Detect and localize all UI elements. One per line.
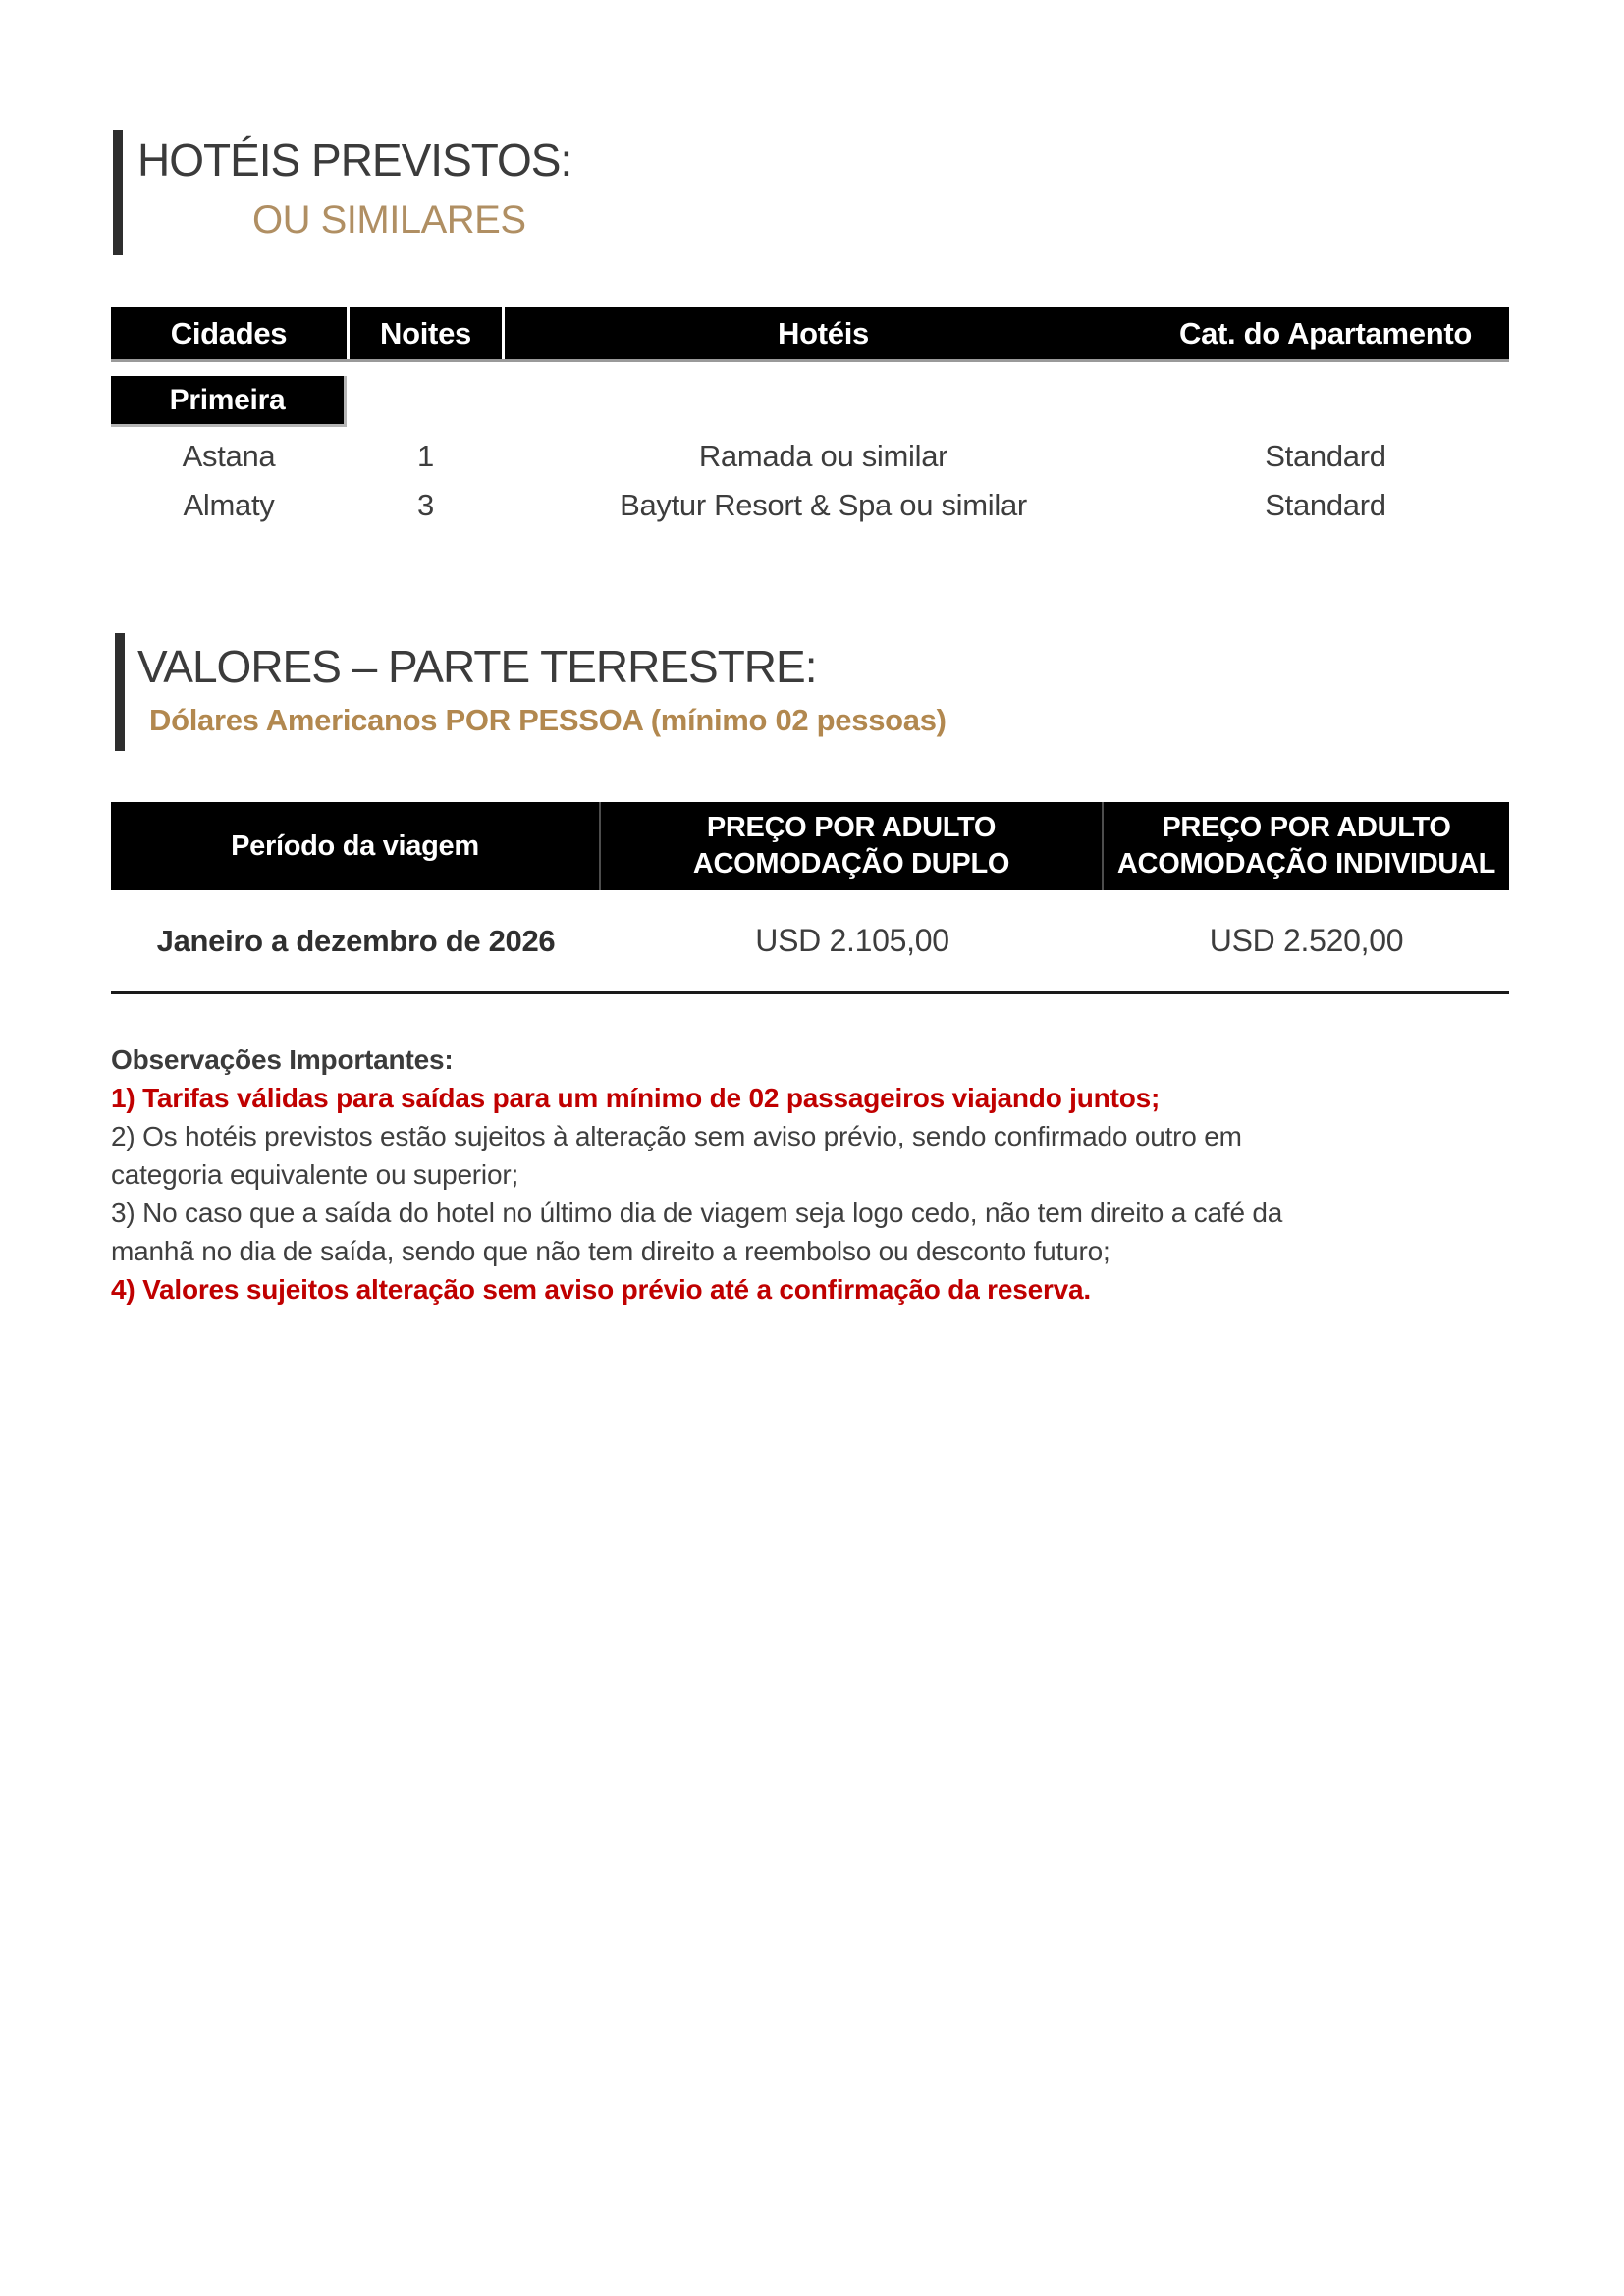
hotels-header-cidades: Cidades (111, 307, 347, 359)
header-line: ACOMODAÇÃO DUPLO (692, 848, 1010, 880)
cell-noites: 3 (417, 488, 434, 522)
values-section-subtitle: Dólares Americanos POR PESSOA (mínimo 02 pessoas) (149, 703, 947, 737)
hotels-header-hoteis: Hotéis (505, 307, 1142, 359)
observations-title: Observações Importantes: (111, 1044, 454, 1075)
cell-preco-duplo: USD 2.105,00 (755, 923, 949, 958)
hotels-header-noites: Noites (350, 307, 502, 359)
hotels-table-header (111, 307, 1509, 359)
table-bottom-border (111, 991, 1509, 994)
cell-periodo: Janeiro a dezembro de 2026 (156, 923, 556, 958)
observation-note-2-cont: categoria equivalente ou superior; (111, 1159, 519, 1190)
price-table (111, 802, 1509, 994)
cell-cidade: Astana (182, 439, 276, 473)
observations-block (111, 1041, 1446, 1308)
price-header-duplo (601, 802, 1102, 890)
hotels-header-categoria: Cat. do Apartamento (1142, 307, 1509, 359)
observation-note-4: 4) Valores sujeitos alteração sem aviso prévio até a confirmação da reserva. (111, 1274, 1091, 1305)
cell-categoria: Standard (1265, 439, 1386, 473)
header-line: ACOMODAÇÃO INDIVIDUAL (1116, 848, 1496, 880)
hotels-table (111, 307, 1509, 522)
cell-hotel: Baytur Resort & Spa ou similar (620, 488, 1027, 522)
table-row (111, 432, 1509, 481)
observation-note-3-cont: manhã no dia de saída, sendo que não tem direito a reembolso ou desconto futuro; (111, 1236, 1110, 1266)
cell-categoria: Standard (1265, 488, 1386, 522)
cell-cidade: Almaty (183, 488, 275, 522)
hotels-section-subtitle: OU SIMILARES (252, 198, 526, 241)
observation-note-1: 1) Tarifas válidas para saídas para um mínimo de 02 passageiros viajando juntos; (111, 1083, 1161, 1113)
price-header-periodo (111, 802, 599, 890)
price-table-row (111, 890, 1509, 991)
section-accent-bar (115, 633, 125, 751)
observation-note-3: 3) No caso que a saída do hotel no último dia de viagem seja logo cedo, não tem direito a café da (111, 1198, 1283, 1228)
cell-preco-individual: USD 2.520,00 (1209, 923, 1404, 958)
cell-hotel: Ramada ou similar (698, 439, 948, 473)
observation-note-2: 2) Os hotéis previstos estão sujeitos à alteração sem aviso prévio, sendo confirmado outro em (111, 1121, 1242, 1151)
header-line: PREÇO POR ADULTO (706, 812, 997, 843)
hotels-section-title: HOTÉIS PREVISTOS: (137, 134, 572, 186)
price-header-individual (1104, 802, 1509, 890)
section-accent-bar (113, 130, 123, 255)
price-table-header (111, 802, 1509, 890)
category-badge: Primeira (111, 376, 347, 427)
header-line: PREÇO POR ADULTO (1162, 812, 1451, 843)
header-underline (111, 359, 1509, 362)
cell-noites: 1 (417, 439, 434, 473)
values-section-title: VALORES – PARTE TERRESTRE: (137, 641, 817, 692)
table-row (111, 481, 1509, 530)
header-line: Período da viagem (231, 829, 479, 862)
